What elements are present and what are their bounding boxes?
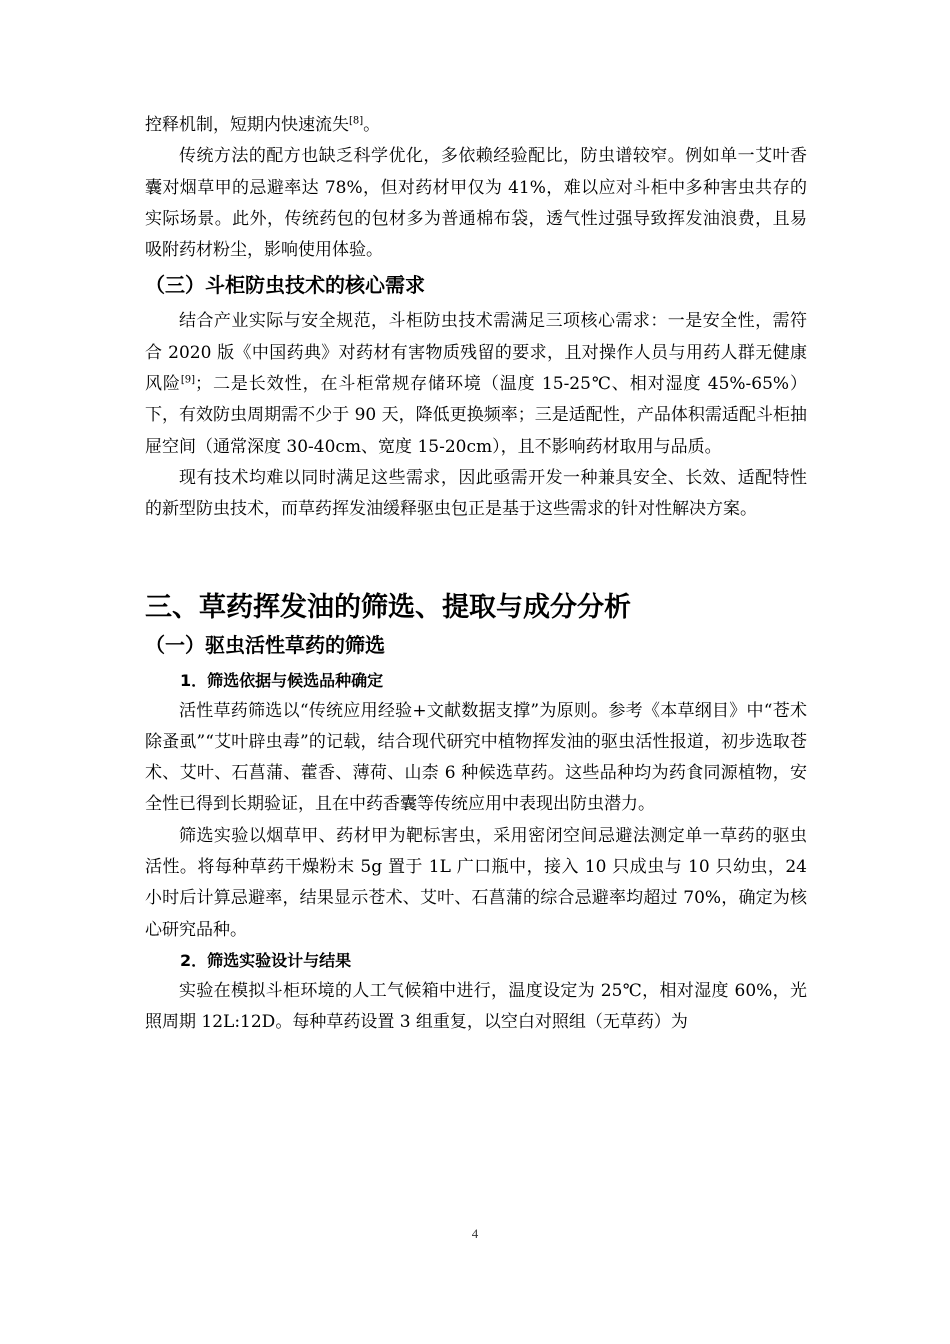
paragraph-traditional-formula: 传统方法的配方也缺乏科学优化，多依赖经验配比，防虫谱较窄。例如单一艾叶香囊对烟草甲的忌避率达 78%，但对药材甲仅为 41%，难以应对斗柜中多种害虫共存的实际场景。此外，传统药包的包材多为普通棉布袋，透气性过强导致挥发油浪费，且易吸附药材粉尘，影响使用体验。 xyxy=(145,146,807,261)
spacer xyxy=(145,526,807,588)
paragraph-text: 控释机制，短期内快速流失 xyxy=(145,115,349,135)
paragraph-continued xyxy=(145,110,807,141)
citation-ref: [8] xyxy=(349,115,364,127)
paragraph-screening-experiment: 筛选实验以烟草甲、药材甲为靶标害虫，采用密闭空间忌避法测定单一草药的驱虫活性。将每种草药干燥粉末 5g 置于 1L 广口瓶中，接入 10 只成虫与 10 只幼虫，24 小时后计算忌避率，结果显示苍术、艾叶、石菖蒲的综合忌避率均超过 70%，确定为核心研究品种。 xyxy=(145,825,807,940)
paragraph-text: 。 xyxy=(363,115,381,135)
citation-ref: [9] xyxy=(180,374,196,386)
page-number: 4 xyxy=(471,1226,479,1241)
paragraph-core-needs xyxy=(145,306,807,462)
paragraph-solution: 现有技术均难以同时满足这些需求，因此亟需开发一种兼具安全、长效、适配特性的新型防虫技术，而草药挥发油缓释驱虫包正是基于这些需求的针对性解决方案。 xyxy=(145,467,807,520)
section-heading-herb-screening: （一）驱虫活性草药的筛选 xyxy=(145,632,385,657)
chapter-heading-3: 三、草药挥发油的筛选、提取与成分分析 xyxy=(145,591,631,623)
paragraph-text: 结合产业实际与安全规范，斗柜防虫技术需满足三项核心需求：一是安全性，需符合 2020 版《中国药典》对药材有害物质残留的要求，且对操作人员与用药人群无健康风险 xyxy=(145,311,807,395)
page-body xyxy=(145,110,807,1039)
paragraph-experiment-design: 实验在模拟斗柜环境的人工气候箱中进行，温度设定为 25℃，相对湿度 60%，光照周期 12L:12D。每种草药设置 3 组重复，以空白对照组（无草药）为 xyxy=(145,980,807,1033)
subsection-heading-2: 2．筛选实验设计与结果 xyxy=(180,950,352,970)
paragraph-screening-basis: 活性草药筛选以“传统应用经验+文献数据支撑”为原则。参考《本草纲目》中“苍术除蚤虱”“艾叶辟虫毒”的记载，结合现代研究中植物挥发油的驱虫活性报道，初步选取苍术、艾叶、石菖蒲、藿香、薄荷、山柰 6 种候选草药。这些品种均为药食同源植物，安全性已得到长期验证，且在中药香囊等传统应用中表现出防虫潜力。 xyxy=(145,700,807,815)
subsection-heading-1: 1．筛选依据与候选品种确定 xyxy=(180,670,384,690)
section-heading-core-needs: （三）斗柜防虫技术的核心需求 xyxy=(145,273,425,298)
paragraph-text: ；二是长效性，在斗柜常规存储环境（温度 15-25℃、相对湿度 45%-65%）下，有效防虫周期需不少于 90 天，降低更换频率；三是适配性，产品体积需适配斗柜抽屉空间（通常深度 30-40cm、宽度 15-20cm），且不影响药材取用与品质。 xyxy=(145,374,807,457)
